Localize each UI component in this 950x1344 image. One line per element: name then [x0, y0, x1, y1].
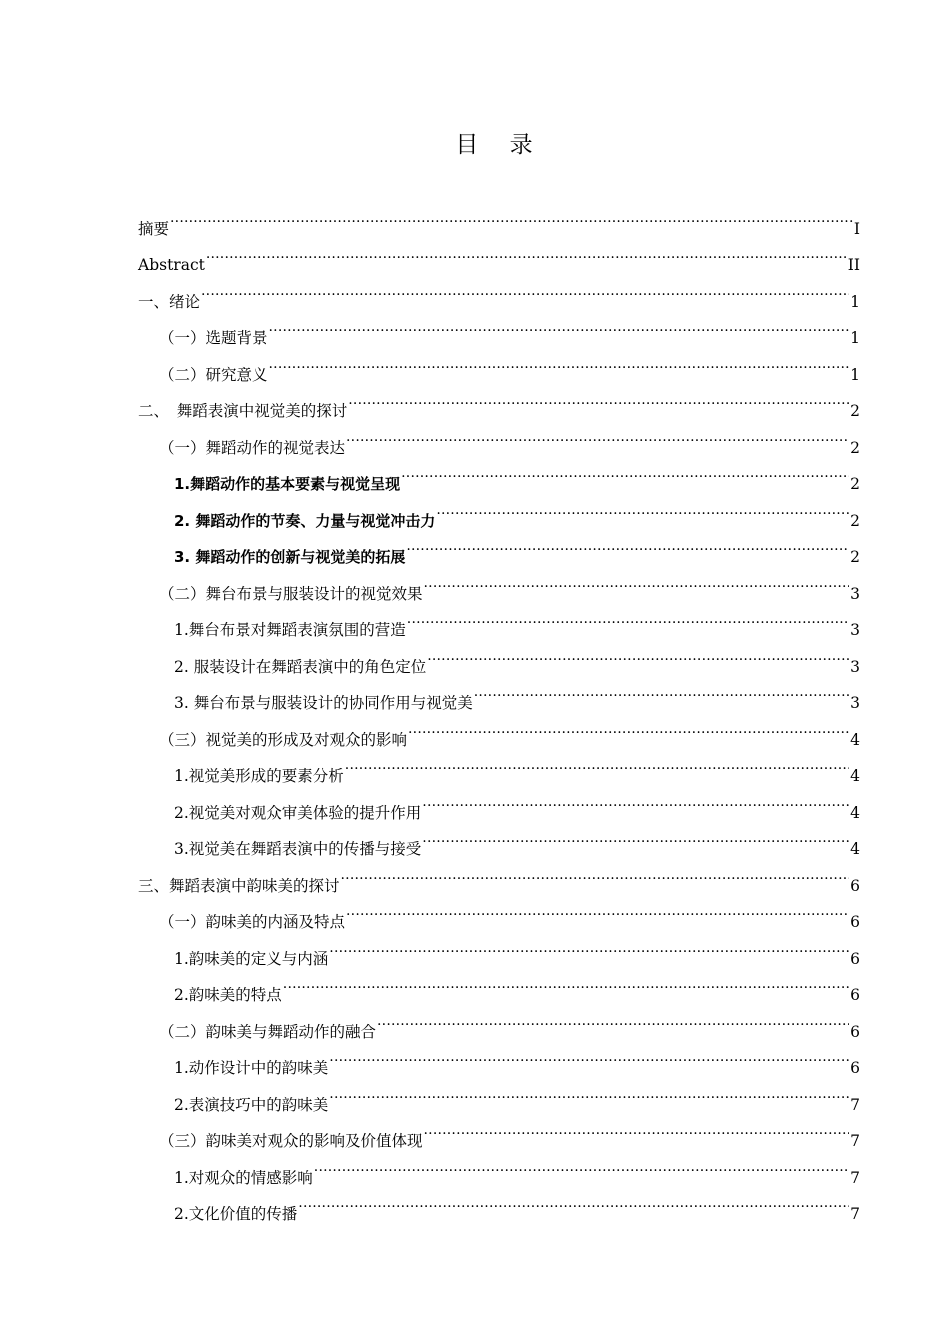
toc-dot-leader [422, 781, 849, 818]
toc-entry-label: （二）韵味美与舞蹈动作的融合 [159, 1022, 377, 1041]
toc-entry[interactable] [138, 197, 860, 238]
toc-entry-label: 1.对观众的情感影响 [174, 1168, 313, 1187]
toc-dot-leader [283, 964, 849, 1001]
toc-entry-label: （三）韵味美对观众的影响及价值体现 [159, 1132, 423, 1150]
toc-entry-label: （一）舞蹈动作的视觉表达 [159, 438, 346, 457]
table-of-contents [138, 197, 860, 1223]
toc-dot-leader [201, 270, 849, 307]
toc-entry-label: 1.视觉美形成的要素分析 [174, 767, 344, 785]
toc-entry-page-number: 6 [850, 1022, 860, 1041]
toc-entry-label: 1.舞蹈动作的基本要素与视觉呈现 [174, 475, 401, 493]
toc-dot-leader [377, 1000, 849, 1037]
toc-entry-page-number: II [847, 256, 860, 274]
toc-entry-label: 1.韵味美的定义与内涵 [174, 949, 329, 968]
toc-entry-label: 二、 舞蹈表演中视觉美的探讨 [138, 402, 348, 420]
toc-entry-label: 2.文化价值的传播 [174, 1205, 298, 1223]
toc-dot-leader [348, 380, 849, 417]
toc-dot-leader [329, 1037, 849, 1074]
toc-entry-page-number: 6 [850, 913, 860, 931]
toc-entry-label: 2.韵味美的特点 [174, 986, 282, 1004]
toc-entry-label: （二）研究意义 [159, 365, 268, 384]
toc-dot-leader [329, 1073, 849, 1110]
toc-entry-page-number: 2 [850, 548, 860, 566]
toc-entry-page-number: 6 [850, 1059, 860, 1077]
toc-dot-leader [206, 234, 847, 271]
toc-dot-leader [407, 599, 849, 636]
toc-dot-leader [269, 307, 850, 344]
toc-dot-leader [314, 1146, 849, 1183]
toc-entry-page-number: 6 [850, 949, 860, 968]
toc-dot-leader [424, 1110, 850, 1147]
toc-dot-leader [346, 891, 849, 928]
toc-entry-page-number: 3 [850, 621, 860, 639]
toc-entry-page-number: 2 [850, 511, 860, 530]
toc-dot-leader [436, 489, 849, 526]
toc-entry-page-number: 3 [850, 584, 860, 603]
toc-entry-label: 2.表演技巧中的韵味美 [174, 1095, 329, 1114]
toc-entry-label: （二）舞台布景与服装设计的视觉效果 [159, 584, 423, 603]
toc-entry-page-number: 6 [850, 876, 860, 895]
toc-entry-label: 2. 服装设计在舞蹈表演中的角色定位 [174, 657, 427, 676]
toc-dot-leader [170, 197, 853, 234]
toc-dot-leader [427, 635, 849, 672]
toc-entry[interactable] [138, 270, 860, 311]
toc-entry-page-number: 7 [850, 1095, 860, 1114]
toc-entry-page-number: 3 [850, 694, 860, 712]
toc-entry-page-number: 7 [850, 1205, 860, 1223]
toc-entry-label: 1.舞台布景对舞蹈表演氛围的营造 [174, 621, 406, 639]
toc-entry-page-number: 4 [850, 840, 860, 858]
toc-entry-page-number: 2 [850, 475, 860, 493]
toc-entry-label: Abstract [138, 256, 205, 274]
toc-entry-label: （一）韵味美的内涵及特点 [159, 913, 346, 931]
toc-dot-leader [401, 453, 849, 490]
toc-entry[interactable] [138, 234, 860, 274]
toc-entry-page-number: 4 [850, 803, 860, 822]
toc-entry-label: 3. 舞台布景与服装设计的协同作用与视觉美 [174, 694, 473, 712]
toc-entry-page-number: 7 [850, 1132, 860, 1150]
toc-dot-leader [474, 672, 849, 709]
toc-entry-label: 2. 舞蹈动作的节奏、力量与视觉冲击力 [174, 511, 436, 530]
toc-entry-label: （三）视觉美的形成及对观众的影响 [159, 730, 408, 749]
toc-entry-label: 三、舞蹈表演中韵味美的探讨 [138, 876, 340, 895]
toc-entry-label: 1.动作设计中的韵味美 [174, 1059, 329, 1077]
toc-entry-page-number: 4 [850, 767, 860, 785]
toc-entry[interactable] [138, 307, 860, 347]
toc-entry-label: 摘要 [138, 219, 170, 238]
toc-dot-leader [269, 343, 850, 380]
toc-entry-page-number: 3 [850, 657, 860, 676]
toc-entry-page-number: I [853, 219, 860, 238]
toc-entry-label: 3.视觉美在舞蹈表演中的传播与接受 [174, 840, 422, 858]
toc-entry-page-number: 1 [850, 292, 860, 311]
toc-dot-leader [406, 526, 849, 563]
toc-entry-page-number: 1 [850, 365, 860, 384]
toc-dot-leader [329, 927, 849, 964]
toc-dot-leader [298, 1183, 849, 1220]
toc-entry-page-number: 7 [850, 1168, 860, 1187]
toc-entry-label: 一、绪论 [138, 292, 201, 311]
toc-dot-leader [408, 708, 849, 745]
toc-dot-leader [345, 745, 849, 782]
toc-entry-page-number: 2 [850, 438, 860, 457]
toc-entry-page-number: 2 [850, 402, 860, 420]
toc-entry-page-number: 1 [850, 329, 860, 347]
toc-title: 目 录 [455, 132, 545, 158]
toc-dot-leader [341, 854, 850, 891]
toc-dot-leader [424, 562, 850, 599]
toc-entry-label: （一）选题背景 [159, 329, 268, 347]
toc-entry-label: 2.视觉美对观众审美体验的提升作用 [174, 803, 422, 822]
toc-entry-label: 3. 舞蹈动作的创新与视觉美的拓展 [174, 548, 406, 566]
toc-entry-page-number: 4 [850, 730, 860, 749]
toc-entry-page-number: 6 [850, 986, 860, 1004]
toc-dot-leader [422, 818, 849, 855]
toc-dot-leader [346, 416, 849, 453]
